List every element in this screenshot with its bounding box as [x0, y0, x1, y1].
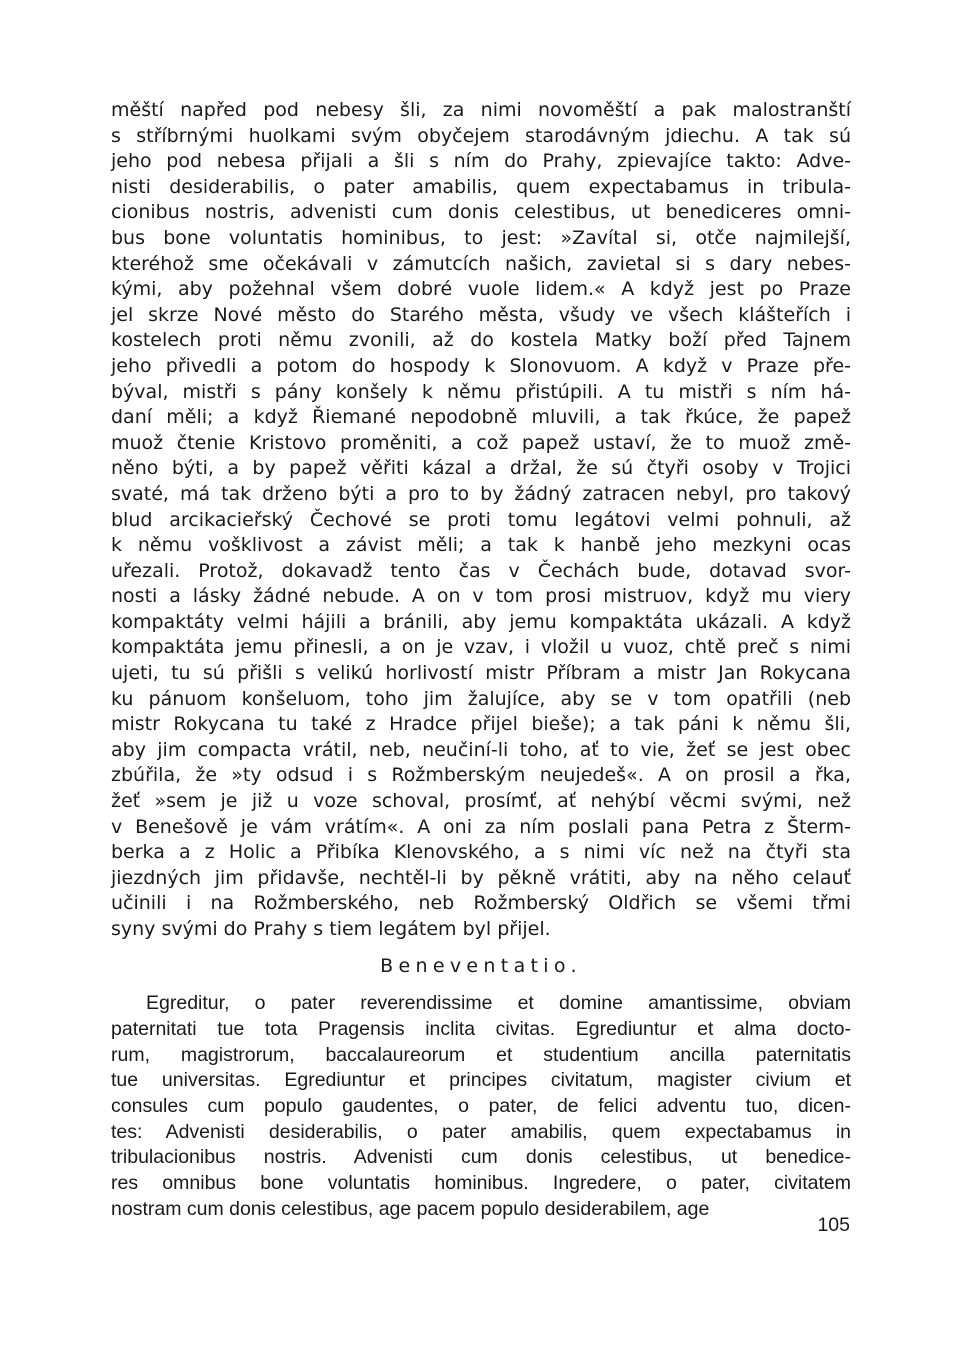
text-line: jiezdných jim přidavše, nechtěl-li by pěkně vrátiti, aby na něho celauť — [111, 866, 851, 889]
text-line: kostelech proti němu zvonili, až do kostela Matky boží před Tajnem — [111, 329, 851, 352]
text-line: uřezali. Protož, dokavadž tento čas v Čechách bude, dotavad svor- — [111, 559, 851, 582]
text-line: ujeti, tu sú přišli s velikú horlivostí mistr Příbram a mistr Jan Rokycana — [111, 662, 851, 685]
text-line: paternitati tue tota Pragensis inclita civitas. Egrediuntur et alma docto- — [111, 1017, 851, 1040]
text-line: bus bone voluntatis hominibus, to jest: »Zavítal si, otče najmilejší, — [111, 226, 851, 249]
text-line: kompaktáta jemu přinesli, a on je vzav, i vložil u vuoz, chtě preč s nimi — [111, 636, 851, 659]
book-page — [111, 98, 851, 1222]
text-line: mistr Rokycana tu také z Hradce přijel bieše); a tak páni k němu šli, — [111, 713, 851, 736]
text-line: muož čtenie Kristovo proměniti, a což papež ustaví, že to muož změ- — [111, 431, 851, 454]
text-line: kými, aby požehnal všem dobré vuole lidem.« A když jest po Praze — [111, 278, 851, 301]
text-line: jeho pod nebesa přijali a šli s ním do Prahy, zpievajíce takto: Adve- — [111, 150, 851, 173]
text-line: učinili i na Rožmberského, neb Rožmberský Oldřich se všemi třmi — [111, 892, 851, 915]
text-line: v Benešově je vám vrátím«. A oni za ním poslali pana Petra z Šterm- — [111, 815, 851, 838]
text-line: žeť »sem je již u voze schoval, prosímť, ať nehýbí věcmi svými, než — [111, 790, 851, 813]
text-line: kteréhož sme očekávali v zámutcích našich, zavietal si s dary nebes- — [111, 252, 851, 275]
text-line: blud arcikacieřský Čechové se proti tomu legátovi velmi pohnuli, až — [111, 508, 851, 531]
text-line: nostram cum donis celestibus, age pacem populo desiderabilem, age — [111, 1197, 710, 1220]
text-line: býval, mistři s pány konšely k němu přistúpili. A tu mistři s ním há- — [111, 380, 851, 403]
text-line: daní měli; a když Řiemané nepodobně mluvili, a tak řkúce, že papež — [111, 406, 851, 429]
text-line: tribulacionibus nostris. Advenisti cum donis celestibus, ut benedice- — [111, 1146, 851, 1169]
text-line: consules cum populo gaudentes, o pater, de felici adventu tuo, dicen- — [111, 1094, 851, 1117]
text-line: s stříbrnými huolkami svým obyčejem starodávným jdiechu. A tak sú — [111, 124, 851, 147]
page-number: 105 — [817, 1214, 850, 1236]
text-line: syny svými do Prahy s tiem legátem byl přijel. — [111, 918, 551, 940]
text-line: res omnibus bone voluntatis hominibus. Ingredere, o pater, civitatem — [111, 1172, 851, 1194]
text-line: kompaktáty velmi hájili a bránili, aby jemu kompaktáta ukázali. A když — [111, 610, 851, 633]
text-line: svaté, má tak drženo býti a pro to by žádný zatracen nebyl, pro takový — [111, 482, 851, 505]
text-line: k němu vošklivost a závist měli; a tak k hanbě jeho mezkyni ocas — [111, 534, 851, 557]
text-line: aby jim compacta vrátil, neb, neučiní-li toho, ať to vie, žeť se jest obec — [111, 738, 851, 761]
text-line: nisti desiderabilis, o pater amabilis, quem expectabamus in tribula- — [111, 175, 851, 198]
text-line: zbúřila, že »ty odsud i s Rožmberským neujedeš«. A on prosil a řka, — [111, 764, 851, 787]
paragraph-chronicle — [111, 98, 851, 943]
text-line: Egreditur, o pater reverendissime et domine amantissime, obviam — [146, 992, 851, 1015]
text-line: cionibus nostris, advenisti cum donis celestibus, ut benediceres omni- — [111, 201, 851, 224]
section-heading: Beneventatio. — [380, 954, 582, 977]
text-line: berka a z Holic a Přibíka Klenovského, a s nimi víc než na čtyři sta — [111, 841, 851, 864]
text-line: tue universitas. Egrediuntur et principes civitatum, magister civium et — [111, 1069, 851, 1092]
text-line: tes: Advenisti desiderabilis, o pater amabilis, quem expectabamus in — [111, 1120, 851, 1143]
text-line: ku pánuom konšeluom, toho jim žalujíce, aby se v tom opatřili (neb — [111, 687, 851, 710]
text-line: něno býti, a by papež věřiti kázal a držal, že sú čtyři osoby v Trojici — [111, 457, 851, 480]
text-line: jel skrze Nové město do Starého města, všudy ve všech klášteřích i — [111, 303, 851, 326]
text-line: měští napřed pod nebesy šli, za nimi novoměští a pak malostranští — [111, 99, 851, 121]
paragraph-beneventatio — [111, 991, 851, 1222]
text-line: rum, magistrorum, baccalaureorum et studentium ancilla paternitatis — [111, 1043, 851, 1066]
text-line: jeho přivedli a potom do hospody k Slonovuom. A když v Praze pře- — [111, 354, 851, 377]
text-line: nosti a lásky žádné nebude. A on v tom prosi mistruov, když mu viery — [111, 585, 851, 608]
